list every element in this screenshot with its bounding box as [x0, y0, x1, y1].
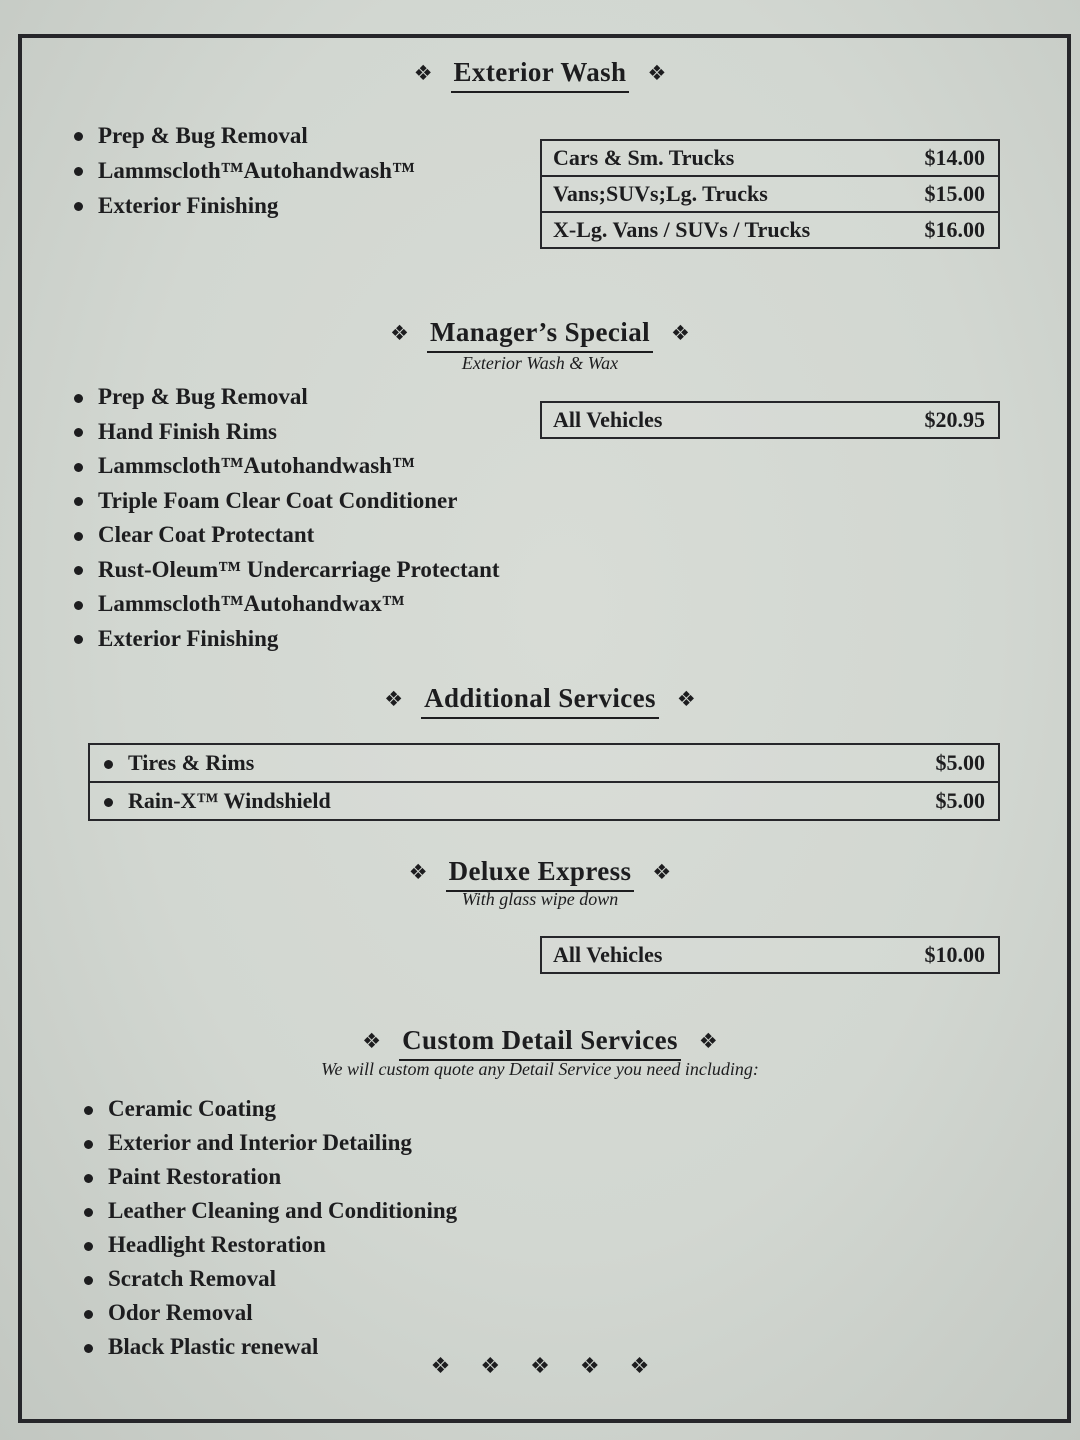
price-row	[542, 403, 998, 437]
bullet-icon	[74, 394, 83, 403]
list-item-text: Lammscloth™Autohandwash™	[98, 157, 415, 183]
deluxe-express-price-table	[540, 936, 1000, 974]
bullet-icon	[74, 463, 83, 472]
diamond-icon: ❖	[362, 1029, 382, 1053]
list-item-text: Exterior Finishing	[98, 625, 279, 651]
list-item	[74, 380, 500, 415]
list-item-text: Clear Coat Protectant	[98, 522, 315, 548]
bullet-icon	[74, 532, 83, 541]
bullet-icon	[84, 1344, 93, 1353]
price-row	[90, 781, 998, 819]
custom-detail-services-list	[84, 1092, 457, 1364]
price-label: Vans;SUVs;Lg. Trucks	[553, 181, 768, 206]
price-row	[542, 938, 998, 972]
section-subtitle: With glass wipe down	[461, 889, 619, 909]
managers-special-price-table	[540, 401, 1000, 439]
diamond-icon: ❖	[698, 1029, 718, 1053]
price-value: $10.00	[924, 942, 985, 967]
list-item-text: Exterior and Interior Detailing	[108, 1130, 412, 1155]
list-item	[84, 1296, 457, 1330]
list-item-text: Paint Restoration	[108, 1164, 282, 1189]
section-heading-deluxe-express	[0, 853, 1080, 892]
list-item	[74, 449, 500, 484]
section-heading-additional-services	[0, 680, 1080, 719]
exterior-wash-price-table	[540, 139, 1000, 249]
price-label: X-Lg. Vans / SUVs / Trucks	[553, 217, 811, 242]
price-row	[542, 175, 998, 211]
price-value: $5.00	[935, 788, 985, 813]
price-label: All Vehicles	[553, 942, 663, 967]
price-row	[542, 211, 998, 247]
bullet-icon	[74, 167, 83, 176]
bullet-icon	[104, 760, 113, 769]
list-item	[84, 1126, 457, 1160]
list-item-text: Exterior Finishing	[98, 192, 279, 218]
section-title: Manager’s Special	[427, 314, 653, 353]
diamond-icon: ❖	[629, 1354, 650, 1379]
bullet-icon	[84, 1106, 93, 1115]
price-row	[542, 141, 998, 175]
list-item-text: Odor Removal	[108, 1300, 253, 1325]
list-item-text: Prep & Bug Removal	[98, 122, 308, 148]
price-value: $16.00	[924, 217, 985, 242]
section-title: Additional Services	[421, 680, 659, 719]
bullet-icon	[104, 798, 113, 807]
section-title: Deluxe Express	[446, 853, 635, 892]
section-heading-managers-special	[0, 314, 1080, 353]
footer-diamond-row	[0, 1356, 1080, 1378]
diamond-icon: ❖	[647, 61, 667, 85]
diamond-icon: ❖	[480, 1354, 501, 1379]
price-value: $14.00	[924, 145, 985, 170]
exterior-wash-feature-list	[74, 118, 415, 223]
list-item-text: Triple Foam Clear Coat Conditioner	[98, 487, 458, 513]
list-item	[84, 1194, 457, 1228]
list-item-text: Hand Finish Rims	[98, 418, 277, 444]
section-title: Exterior Wash	[451, 54, 630, 93]
price-value: $15.00	[924, 181, 985, 206]
diamond-icon: ❖	[408, 860, 428, 884]
list-item-text: Rust-Oleum™ Undercarriage Protectant	[98, 556, 500, 582]
diamond-icon: ❖	[652, 860, 672, 884]
price-label: Tires & Rims	[128, 750, 255, 775]
price-value: $5.00	[935, 750, 985, 775]
list-item-text: Ceramic Coating	[108, 1096, 276, 1121]
diamond-icon: ❖	[413, 61, 433, 85]
bullet-icon	[84, 1208, 93, 1217]
bullet-icon	[84, 1140, 93, 1149]
price-row	[90, 745, 998, 781]
section-subtitle: Exterior Wash & Wax	[461, 353, 619, 373]
price-label: Cars & Sm. Trucks	[553, 145, 735, 170]
diamond-icon: ❖	[671, 321, 690, 345]
bullet-icon	[74, 635, 83, 644]
bullet-icon	[84, 1310, 93, 1319]
list-item	[74, 587, 500, 622]
list-item-text: Lammscloth™Autohandwash™	[98, 453, 415, 479]
bullet-icon	[74, 601, 83, 610]
section-heading-exterior-wash	[0, 54, 1080, 93]
list-item-text: Prep & Bug Removal	[98, 384, 308, 410]
list-item	[74, 188, 415, 223]
additional-services-price-table	[88, 743, 1000, 821]
bullet-icon	[84, 1276, 93, 1285]
bullet-icon	[74, 428, 83, 437]
list-item-text: Black Plastic renewal	[108, 1334, 319, 1359]
price-label-group	[104, 750, 254, 776]
list-item	[74, 415, 500, 450]
list-item	[84, 1092, 457, 1126]
price-label: All Vehicles	[553, 407, 663, 432]
bullet-icon	[84, 1242, 93, 1251]
managers-special-feature-list	[74, 380, 500, 656]
list-item-text: Lammscloth™Autohandwax™	[98, 591, 405, 617]
list-item	[74, 118, 415, 153]
diamond-icon: ❖	[390, 321, 409, 345]
bullet-icon	[74, 497, 83, 506]
section-subtitle: We will custom quote any Detail Service you need including:	[321, 1059, 759, 1079]
list-item-text: Leather Cleaning and Conditioning	[108, 1198, 458, 1223]
diamond-icon: ❖	[384, 687, 404, 711]
section-heading-custom-detail-services	[0, 1022, 1080, 1061]
list-item	[84, 1262, 457, 1296]
bullet-icon	[74, 202, 83, 211]
diamond-icon: ❖	[530, 1354, 550, 1379]
list-item	[74, 553, 500, 588]
list-item-text: Scratch Removal	[108, 1266, 276, 1291]
bullet-icon	[74, 566, 83, 575]
diamond-icon: ❖	[579, 1354, 600, 1379]
list-item	[74, 153, 415, 188]
bullet-icon	[74, 132, 83, 141]
diamond-icon: ❖	[430, 1354, 451, 1379]
list-item	[84, 1160, 457, 1194]
diamond-icon: ❖	[676, 687, 696, 711]
list-item	[74, 484, 500, 519]
list-item	[74, 518, 500, 553]
section-title: Custom Detail Services	[399, 1022, 681, 1061]
price-label: Rain-X™ Windshield	[128, 788, 331, 813]
bullet-icon	[84, 1174, 93, 1183]
list-item	[74, 622, 500, 657]
price-label-group	[104, 788, 331, 814]
list-item	[84, 1228, 457, 1262]
price-value: $20.95	[924, 407, 985, 432]
list-item-text: Headlight Restoration	[108, 1232, 326, 1257]
